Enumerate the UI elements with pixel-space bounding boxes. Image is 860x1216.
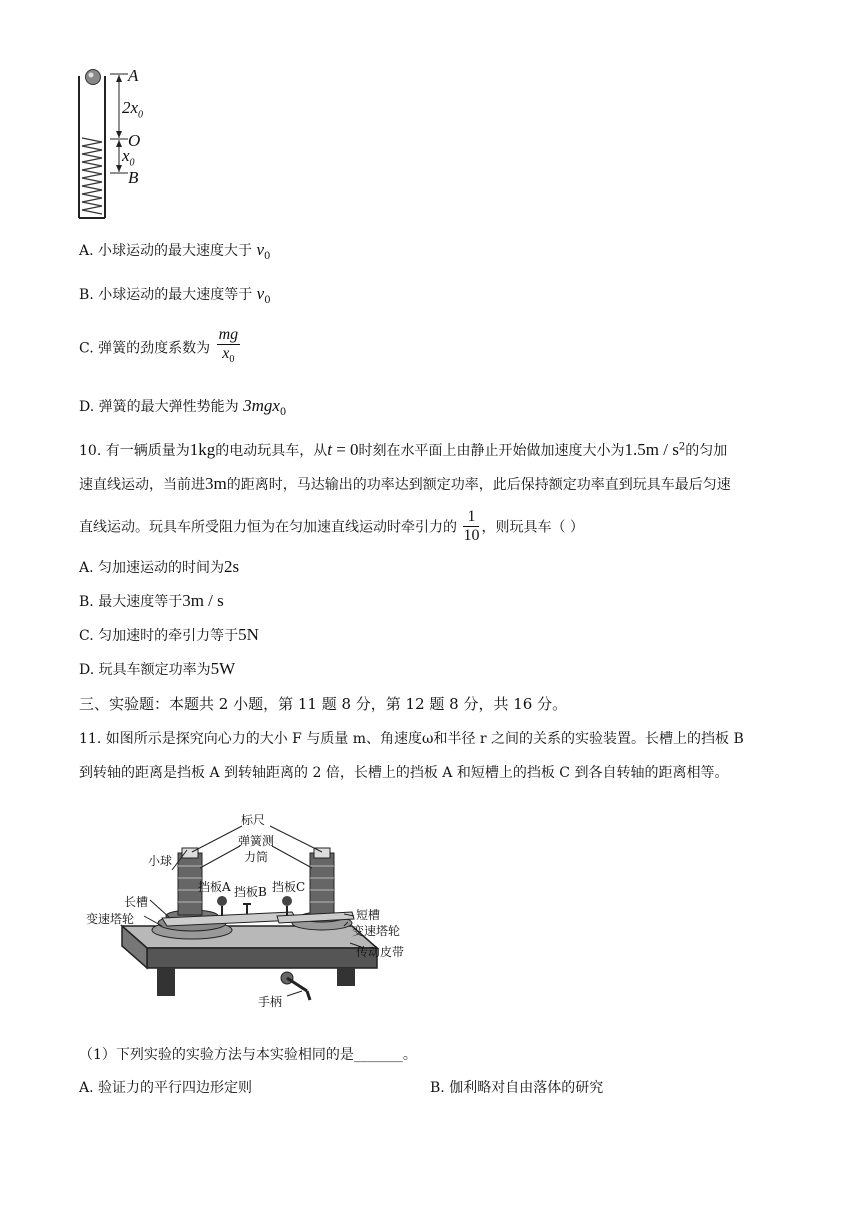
q9-option-a: A. 小球运动的最大速度大于 $v_0$ bbox=[79, 240, 271, 262]
q10-option-c: C. 匀加速时的牵引力等于5N bbox=[79, 625, 259, 644]
q10-line1: 10. 有一辆质量为1kg的电动玩具车，从t = 0时刻在水平面上由静止开始做加速度大小为$1.5m / s^2$的匀加 bbox=[79, 440, 728, 459]
label-o: O bbox=[128, 131, 141, 150]
q11-sub1-option-a: A. 验证力的平行四边形定则 bbox=[79, 1080, 253, 1096]
section-heading: 三、实验题：本题共 2 小题，第 11 题 8 分，第 12 题 8 分，共 16 分。 bbox=[79, 695, 568, 713]
label-spring-1: 弹簧测 bbox=[238, 834, 275, 848]
q11-line2: 到转轴的距离是挡板 A 到转轴距离的 2 倍，长槽上的挡板 A 和短槽上的挡板 C 到各自转轴的距离相等。 bbox=[79, 765, 729, 781]
q10-option-b: B. 最大速度等于3m / s bbox=[79, 591, 224, 610]
q10-line2: 速直线运动，当前进3m的距离时，马达输出的功率达到额定功率，此后保持额定功率直到玩具车最后匀速 bbox=[79, 474, 731, 493]
q11-sub1-option-b: B. 伽利略对自由落体的研究 bbox=[430, 1080, 604, 1096]
q10-line3: 直线运动。玩具车所受阻力恒为在匀加速直线运动时牵引力的 $\frac{1}{10}$ ，则玩具车（ ） bbox=[79, 508, 584, 544]
label-baffle-c: 挡板C bbox=[272, 880, 306, 894]
label-pulley-left: 变速塔轮 bbox=[86, 912, 135, 926]
spring-tube-diagram bbox=[74, 66, 164, 226]
label-baffle-b: 挡板B bbox=[234, 885, 267, 899]
stiffness-fraction: $\frac{mg}{x_0}$ bbox=[218, 326, 239, 366]
q9-option-b: B. 小球运动的最大速度等于 $v_0$ bbox=[79, 284, 271, 306]
label-short-slot: 短槽 bbox=[356, 908, 381, 922]
label-b: B bbox=[128, 168, 139, 187]
q11-line1: 11. 如图所示是探究向心力的大小 F 与质量 m、角速度ω和半径 r 之间的关系的实验装置。长槽上的挡板 B bbox=[79, 731, 744, 747]
label-a: A bbox=[128, 66, 139, 85]
label-spring-2: 力筒 bbox=[244, 850, 269, 864]
q9-option-c: C. 弹簧的劲度系数为 $\frac{mg}{x_0}$ bbox=[79, 326, 242, 369]
resistance-fraction: $\frac{1}{10}$ bbox=[463, 508, 480, 544]
q9-option-d: D. 弹簧的最大弹性势能为 3mgx$_0$ bbox=[79, 396, 287, 418]
q10-option-d: D. 玩具车额定功率为5W bbox=[79, 659, 236, 678]
label-handle: 手柄 bbox=[258, 995, 283, 1009]
label-long-slot: 长槽 bbox=[124, 895, 149, 909]
label-pulley-right: 变速塔轮 bbox=[352, 924, 401, 938]
label-ball: 小球 bbox=[148, 854, 173, 868]
label-ruler: 标尺 bbox=[241, 813, 266, 827]
label-2x0: $2x_0$ bbox=[122, 98, 144, 121]
q11-sub1: （1）下列实验的实验方法与本实验相同的是_______。 bbox=[79, 1047, 417, 1063]
q10-option-a: A. 匀加速运动的时间为2s bbox=[79, 557, 240, 576]
label-x0: $x_0$ bbox=[122, 146, 135, 169]
label-baffle-a: 挡板A bbox=[198, 880, 231, 894]
label-belt: 传动皮带 bbox=[356, 945, 405, 959]
